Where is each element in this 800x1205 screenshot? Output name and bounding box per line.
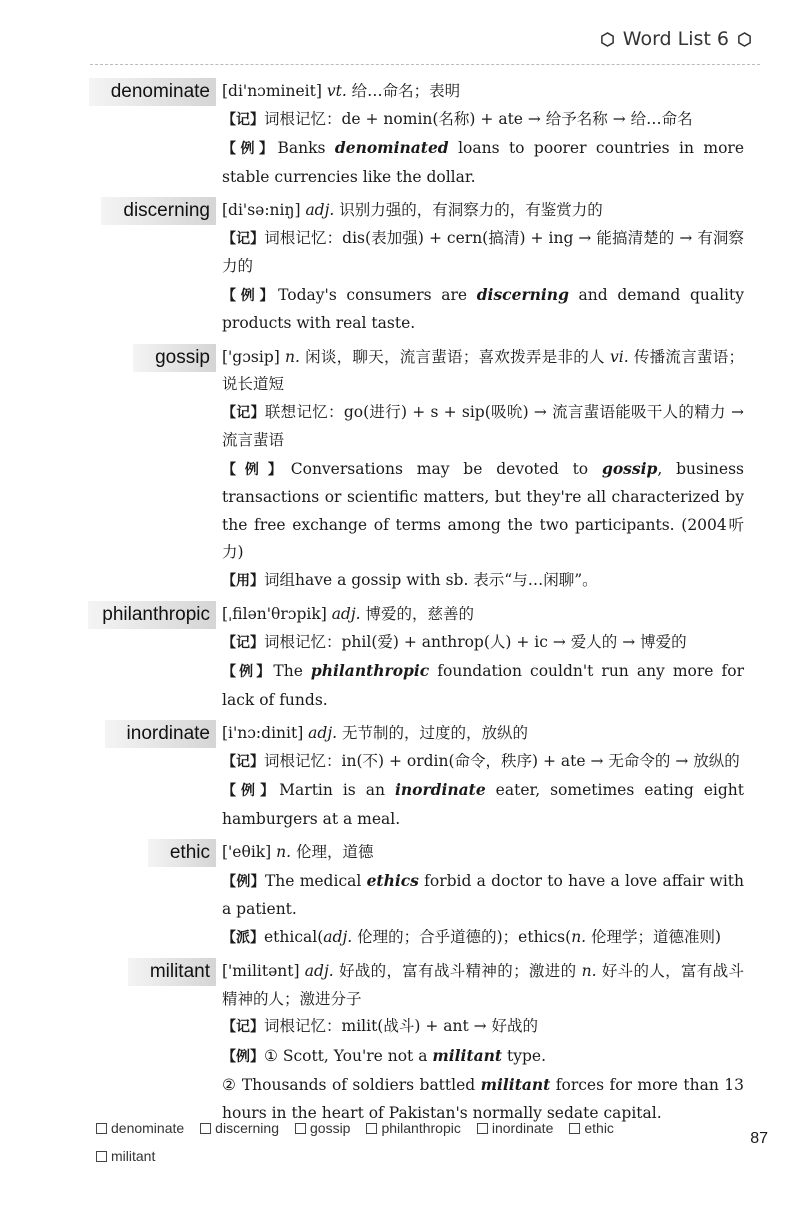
entry-line [222,344,744,399]
text-segment: loans to poorer countries in more stable currencies like the dollar. [222,139,745,186]
entry-militant [0,958,800,1127]
entry-line [222,106,744,135]
text-segment: eater, sometimes eating eight hamburgers at a meal. [222,781,745,828]
text-segment: adj. [323,927,353,946]
entry-philanthropic [0,601,800,714]
entry-line [222,924,744,953]
headword-column [0,197,222,338]
section-tag: 【记】 [222,753,264,770]
entry-inordinate [0,720,800,833]
entry-body [222,958,744,1127]
headword: philanthropic [88,601,216,629]
headword: militant [128,958,216,986]
section-tag: 【例】 [222,461,291,478]
checklist-label: philanthropic [381,1120,461,1136]
text-segment: 联想记忆：go(进行) + s + sip(吸吮) → 流言蜚语能吸干人的精力 → 流言蜚语 [222,402,744,449]
header-divider [90,64,760,65]
entry-line [222,78,744,106]
text-segment: 伦理的；合乎道德的)；ethics( [352,927,572,946]
headword-column [0,601,222,714]
entry-line [222,657,744,714]
entry-line [222,867,744,924]
section-tag: 【例】 [222,783,280,799]
entry-discerning [0,197,800,338]
checkbox-icon[interactable] [96,1151,107,1162]
entry-line [222,197,744,225]
headword-column [0,344,222,596]
example-keyword: denominated [334,138,449,157]
entry-denominate [0,78,800,191]
part-of-speech: adj. [326,605,361,623]
text-segment: 给…命名；表明 [346,82,461,100]
section-tag: 【记】 [222,230,265,247]
review-checklist [96,1120,716,1164]
section-tag: 【记】 [222,404,265,421]
text-segment: Today's consumers are [278,285,477,304]
section-tag: 【例】 [222,1048,264,1065]
checkbox-icon[interactable] [477,1123,488,1134]
text-segment: and demand quality products with real taste. [222,285,744,332]
text-segment: 博爱的，慈善的 [360,605,475,623]
checklist-label: inordinate [491,1120,554,1136]
section-tag: 【记】 [222,111,264,128]
phonetic: ['eθik] [222,843,272,861]
text-segment: 伦理学；道德准则) [586,927,722,946]
checkbox-icon[interactable] [200,1123,211,1134]
part-of-speech: n. [279,347,300,366]
part-of-speech: vt. [321,82,347,100]
example-keyword: inordinate [394,780,486,799]
section-tag: 【派】 [222,929,264,946]
text-segment: The [273,662,311,680]
text-segment: foundation couldn't run any more for lack of funds. [222,662,745,709]
text-segment: Martin is an [279,781,395,799]
checkbox-icon[interactable] [295,1123,306,1134]
entry-body [222,344,744,596]
hexagon-icon [737,32,752,47]
checklist-label: denominate [111,1120,185,1136]
headword-column [0,78,222,191]
checkbox-icon[interactable] [366,1123,377,1134]
entry-line [222,776,744,833]
headword: inordinate [105,720,216,748]
checklist-item[interactable] [96,1120,184,1136]
text-segment: Banks [277,139,335,157]
checklist-item[interactable] [569,1120,614,1136]
text-segment: 词组have a gossip with sb. 表示“与…闲聊”。 [264,570,598,589]
text-segment: 词根记忆：phil(爱) + anthrop(人) + ic → 爱人的 → 博爱的 [264,632,687,651]
word-list-title: Word List 6 [622,28,729,50]
headword: gossip [133,344,216,372]
text-segment: 伦理，道德 [291,843,374,861]
part-of-speech: vi. [610,347,629,366]
phonetic: ['militənt] [222,962,300,980]
example-keyword: ethics [366,870,419,890]
headword-column [0,720,222,833]
entry-list [0,78,800,1133]
text-segment: 好战的，富有战斗精神的；激进的 [333,962,582,980]
part-of-speech: adj. [300,201,335,219]
phonetic: [di'nɔmineit] [222,82,322,100]
text-segment: 好斗的人，富有战斗精神的人；激进分子 [222,962,744,1008]
phonetic: [ˌfilən'θrɔpik] [222,605,327,623]
entry-line [222,629,744,658]
checklist-label: militant [111,1148,156,1164]
text-segment: 传播流言蜚语；说长道短 [222,347,744,393]
part-of-speech: n. [581,962,597,980]
checklist-item[interactable] [295,1120,350,1136]
section-tag: 【例】 [222,664,274,680]
entry-line [222,281,744,338]
section-tag: 【例】 [222,287,279,304]
text-segment: Conversations may be devoted to [290,459,602,478]
section-tag: 【例】 [222,141,278,157]
entry-line [222,748,744,777]
section-tag: 【记】 [222,634,264,651]
entry-line [222,567,744,596]
section-tag: 【用】 [222,572,264,589]
headword: ethic [148,839,216,867]
phonetic: ['gɔsip] [222,347,280,366]
text-segment: 词根记忆：milit(战斗) + ant → 好战的 [264,1017,539,1035]
headword: denominate [89,78,216,106]
checklist-label: discerning [215,1120,279,1136]
headword: discerning [101,197,216,225]
example-keyword: discerning [476,284,569,304]
entry-line [222,1042,744,1072]
checklist-item[interactable] [200,1120,279,1136]
part-of-speech: adj. [299,962,334,980]
entry-line [222,134,744,191]
text-segment: , business transactions or scientific matters, but they're all characterized by the free exchange of terms among the two participants. (2004听力) [222,459,744,561]
text-segment: forbid a doctor to have a love affair with a patient. [222,871,744,918]
entry-body [222,720,744,833]
text-segment: n. [571,927,587,946]
example-keyword: militant [432,1045,503,1065]
text-segment: ② Thousands of soldiers battled [222,1076,481,1094]
checklist-item[interactable] [96,1148,155,1164]
entry-line [222,399,744,455]
entry-body [222,839,744,952]
entry-line [222,720,744,748]
entry-gossip [0,344,800,596]
example-keyword: militant [480,1075,551,1094]
hexagon-icon [600,32,615,47]
checklist-label: gossip [310,1120,351,1136]
checkbox-icon[interactable] [96,1123,107,1134]
phonetic: [i'nɔ:dinit] [222,724,304,742]
entry-body [222,78,744,191]
entry-line [222,1071,744,1127]
text-segment: forces for more than 13 hours in the heart of Pakistan's normally sedate capital. [222,1076,744,1122]
entry-line [222,601,744,629]
part-of-speech: n. [271,843,292,861]
checkbox-icon[interactable] [569,1123,580,1134]
page-number: 87 [750,1130,768,1147]
text-segment: 词根记忆：dis(表加强) + cern(搞清) + ing → 能搞清楚的 → 有洞察力的 [222,228,744,275]
text-segment: 词根记忆：in(不) + ordin(命令，秩序) + ate → 无命令的 → 放纵的 [264,751,740,770]
entry-line [222,225,744,281]
checklist-item[interactable] [477,1120,554,1136]
entry-body [222,601,744,714]
entry-body [222,197,744,338]
part-of-speech: adj. [303,724,338,742]
text-segment: ① Scott, You're not a [264,1046,433,1065]
text-segment: type. [502,1046,547,1065]
headword-column [0,839,222,952]
entry-line [222,958,744,1013]
example-keyword: gossip [601,458,658,478]
entry-line [222,455,744,567]
entry-line [222,1013,744,1042]
checklist-label: ethic [584,1120,614,1136]
checklist-item[interactable] [366,1120,460,1136]
text-segment: 闲谈，聊天，流言蜚语；喜欢拨弄是非的人 [299,347,610,366]
section-tag: 【记】 [222,1019,264,1035]
text-segment: 词根记忆：de + nomin(名称) + ate → 给予名称 → 给…命名 [264,109,693,128]
text-segment: The medical [264,871,367,890]
phonetic: [di'sə:niŋ] [222,201,301,219]
entry-ethic [0,839,800,952]
text-segment: 无节制的，过度的，放纵的 [337,724,529,742]
section-tag: 【例】 [222,873,265,890]
example-keyword: philanthropic [310,661,430,680]
text-segment: 识别力强的，有洞察力的，有鉴赏力的 [334,201,603,219]
headword-column [0,958,222,1127]
text-segment: ethical( [264,927,324,946]
entry-line [222,839,744,867]
page-header [600,28,752,50]
